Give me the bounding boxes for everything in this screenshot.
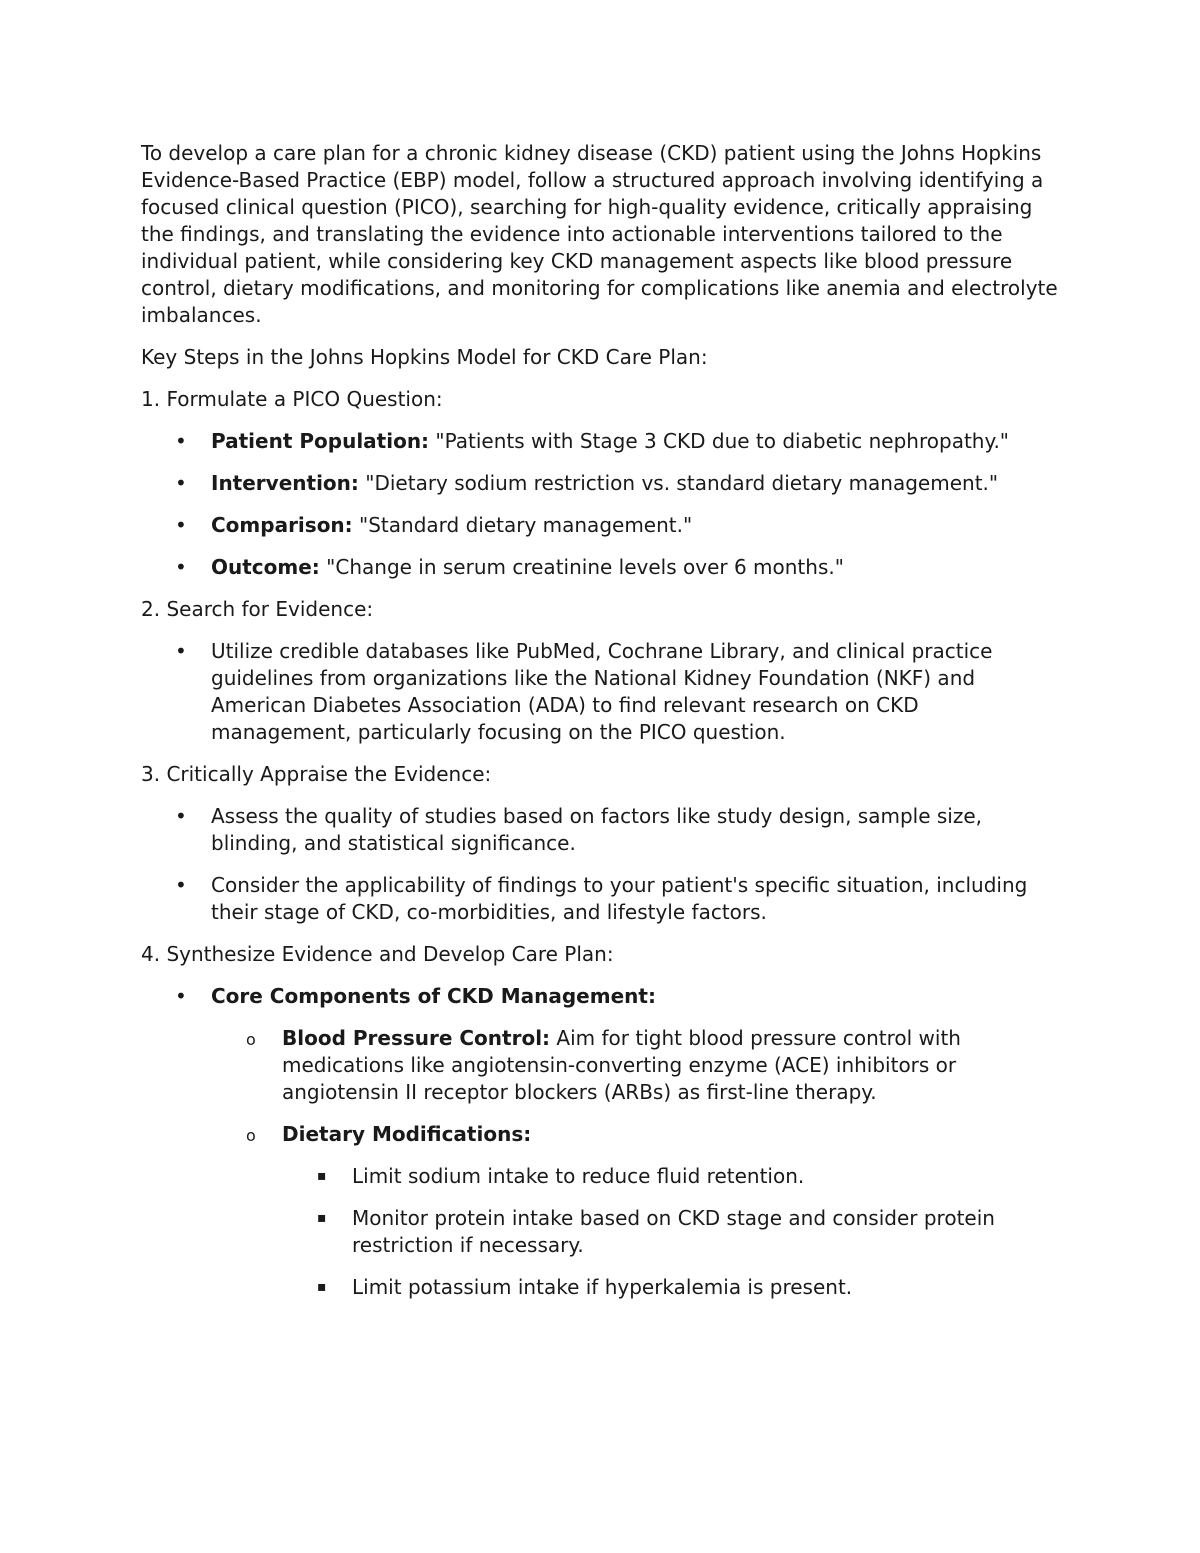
bullet-icon: • [175,639,187,663]
document-body [141,140,1061,1316]
bullet-icon: • [175,873,187,897]
step-1-title: 1. Formulate a PICO Question: [141,387,443,411]
pico-label: Intervention: [211,471,359,495]
bullet-icon: • [175,555,187,579]
circle-bullet-icon: o [246,1030,256,1049]
pico-label: Outcome: [211,555,320,579]
diet-label: Dietary Modifications: [282,1122,532,1146]
square-bullet-icon: ▪ [317,1168,327,1184]
diet-list [282,1163,1061,1301]
step-4-title: 4. Synthesize Evidence and Develop Care Plan: [141,942,614,966]
square-bullet-icon: ▪ [317,1210,327,1226]
bullet-icon: • [175,804,187,828]
item-text: Limit potassium intake if hyperkalemia is present. [352,1275,853,1299]
key-steps-heading: Key Steps in the Johns Hopkins Model for CKD Care Plan: [141,345,708,369]
step-3-title: 3. Critically Appraise the Evidence: [141,762,492,786]
bullet-icon: • [175,471,187,495]
pico-label: Comparison: [211,513,353,537]
list-item [141,470,1061,497]
bp-text: Aim for tight blood pressure control with medications like angiotensin-converting enzyme (ACE) inhibitors or angiotensin II receptor blockers (ARBs) as first-line therapy. [282,1026,961,1104]
list-item [141,428,1061,455]
list-item [141,1163,1061,1190]
square-bullet-icon: ▪ [317,1279,327,1295]
list-item [141,1274,1061,1301]
item-text: Utilize credible databases like PubMed, Cochrane Library, and clinical practice guidelines from organizations like the National Kidney Foundation (NKF) and American Diabetes Association (ADA) to find relevant research on CKD management, particularly focusing on the PICO question. [211,639,993,744]
list-item [141,983,1061,1301]
appraise-list [141,803,1061,926]
pico-label: Patient Population: [211,429,430,453]
list-item [141,1121,1061,1301]
bullet-icon: • [175,984,187,1008]
pico-text: "Change in serum creatinine levels over 6 months." [319,555,844,579]
pico-list [141,428,1061,581]
list-item [141,554,1061,581]
item-text: Assess the quality of studies based on factors like study design, sample size, blinding, and statistical significance. [211,804,982,855]
core-components-label: Core Components of CKD Management: [211,984,656,1008]
search-list [141,638,1061,746]
intro-paragraph: To develop a care plan for a chronic kidney disease (CKD) patient using the Johns Hopkins Evidence-Based Practice (EBP) model, follow a structured approach involving identifying a focused clinical question (PICO), searching for high-quality evidence, critically appraising the findings, and translating the evidence into actionable interventions tailored to the individual patient, while considering key CKD management aspects like blood pressure control, dietary modifications, and monitoring for complications like anemia and electrolyte imbalances. [141,141,1058,327]
bp-label: Blood Pressure Control: [282,1026,551,1050]
list-item [141,638,1061,746]
list-item [141,803,1061,857]
list-item [141,512,1061,539]
circle-bullet-icon: o [246,1126,256,1145]
pico-text: "Standard dietary management." [352,513,693,537]
list-item [141,1205,1061,1259]
care-plan-list [141,983,1061,1301]
bullet-icon: • [175,429,187,453]
item-text: Consider the applicability of findings to your patient's specific situation, including their stage of CKD, co-morbidities, and lifestyle factors. [211,873,1028,924]
item-text: Limit sodium intake to reduce fluid retention. [352,1164,805,1188]
item-text: Monitor protein intake based on CKD stage and consider protein restriction if necessary. [352,1206,995,1257]
list-item [141,872,1061,926]
pico-text: "Patients with Stage 3 CKD due to diabetic nephropathy." [429,429,1010,453]
list-item [141,1025,1061,1106]
step-2-title: 2. Search for Evidence: [141,597,374,621]
bullet-icon: • [175,513,187,537]
core-components-list [211,1025,1061,1301]
pico-text: "Dietary sodium restriction vs. standard dietary management." [358,471,999,495]
